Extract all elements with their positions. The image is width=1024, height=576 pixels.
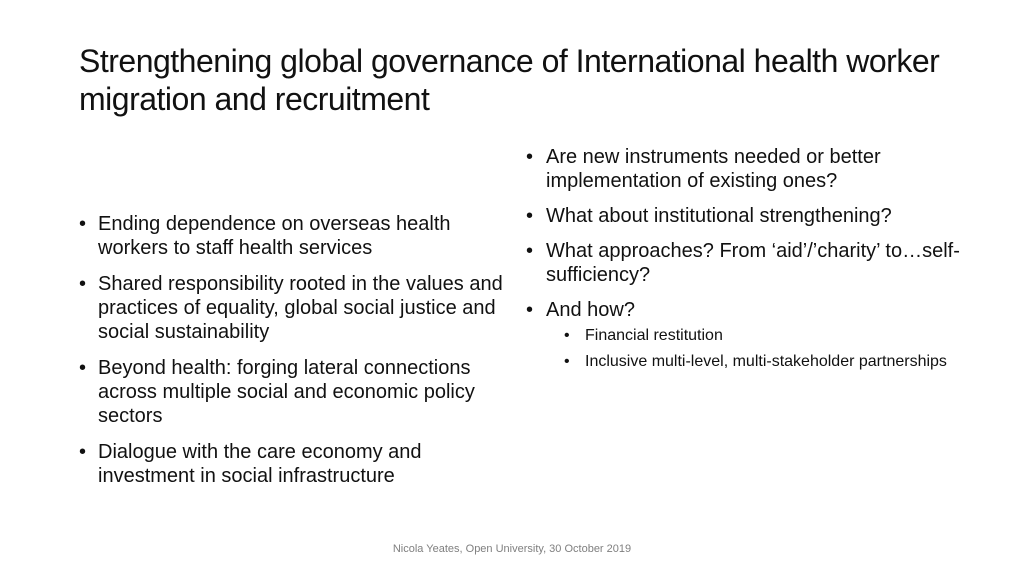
right-bullet-list xyxy=(526,145,966,372)
right-bullet-item xyxy=(526,204,966,228)
left-bullet-item: • Ending dependence on overseas health workers to staff health services xyxy=(79,212,509,260)
left-bullet-list xyxy=(79,212,509,488)
right-bullet-item xyxy=(526,145,966,193)
right-bullet-text: What about institutional strengthening? xyxy=(546,205,892,227)
sub-bullet-item: • Inclusive multi-level, multi-stakeholder partnerships xyxy=(546,352,966,372)
right-bullet-item xyxy=(526,298,966,372)
right-bullet-text: What approaches? From ‘aid’/’charity’ to…self-sufficiency? xyxy=(546,240,960,286)
right-bullet-text: Are new instruments needed or better implementation of existing ones? xyxy=(546,146,881,192)
slide-title: Strengthening global governance of International health worker migration and recruitment xyxy=(79,43,940,117)
right-bullet-item xyxy=(526,239,966,287)
sub-bullet-list xyxy=(546,326,966,372)
sub-bullet-item: • Financial restitution xyxy=(546,326,966,346)
left-column xyxy=(79,212,509,500)
right-bullet-text: And how? xyxy=(546,299,635,321)
slide-footer: Nicola Yeates, Open University, 30 October 2019 xyxy=(392,543,632,555)
left-bullet-item: • Dialogue with the care economy and investment in social infrastructure xyxy=(79,440,509,488)
right-column xyxy=(526,145,966,383)
left-bullet-item: • Beyond health: forging lateral connections across multiple social and economic policy sectors xyxy=(79,356,509,428)
left-bullet-item: • Shared responsibility rooted in the values and practices of equality, global social justice and social sustainability xyxy=(79,272,509,344)
